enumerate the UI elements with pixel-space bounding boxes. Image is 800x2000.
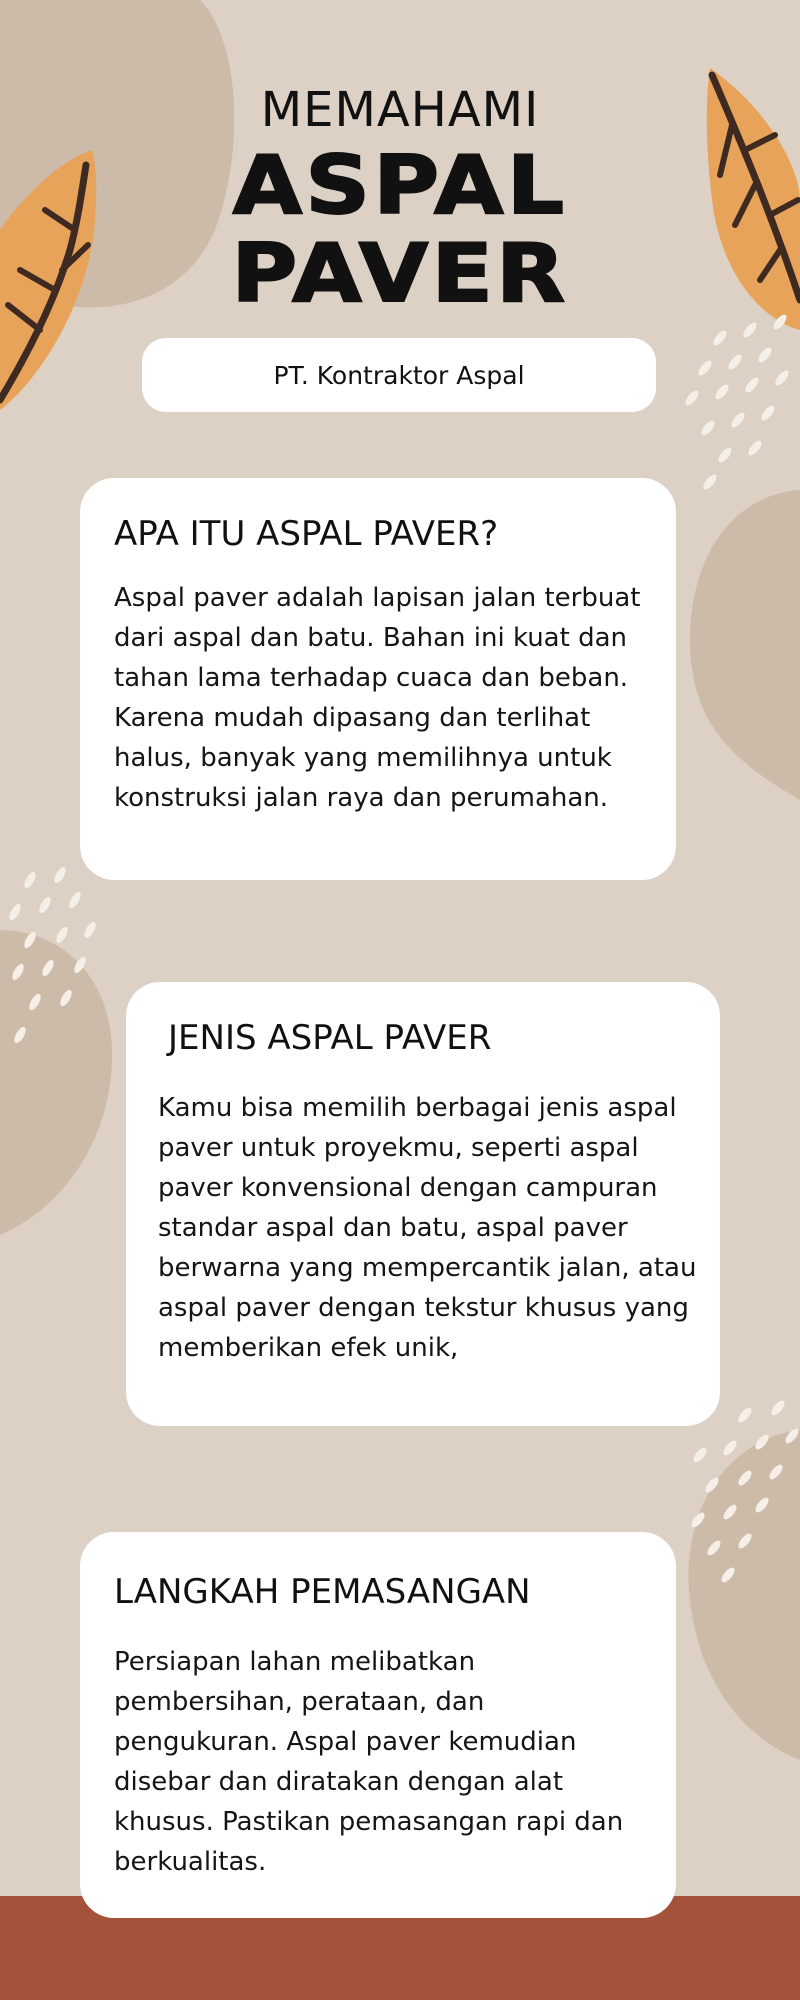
section-heading: APA ITU ASPAL PAVER? bbox=[114, 514, 499, 554]
section-body: Persiapan lahan melibatkan pembersihan, perataan, dan pengukuran. Aspal paver kemudian disebar dan diratakan dengan alat khusus. Pastikan pemasangan rapi dan berkualitas. bbox=[114, 1647, 624, 1877]
section-heading: LANGKAH PEMASANGAN bbox=[114, 1572, 531, 1612]
title-top: MEMAHAMI bbox=[260, 82, 540, 138]
section-card-types bbox=[126, 982, 720, 1426]
section-card-what-is bbox=[80, 478, 676, 880]
company-badge bbox=[142, 338, 656, 412]
dots-top-right bbox=[683, 313, 791, 492]
blob-right-mid bbox=[690, 490, 800, 800]
section-card-installation bbox=[80, 1532, 676, 1918]
section-heading: JENIS ASPAL PAVER bbox=[168, 1018, 492, 1058]
title-line-2: PAVER bbox=[231, 227, 569, 320]
section-body: Kamu bisa memilih berbagai jenis aspal paver untuk proyekmu, seperti aspal paver konvensional dengan campuran standar aspal dan batu, aspal paver berwarna yang mempercantik jalan, atau aspal paver dengan tekstur khusus yang memberikan efek unik, bbox=[158, 1093, 697, 1363]
title-line-1: ASPAL bbox=[232, 139, 568, 232]
section-body: Aspal paver adalah lapisan jalan terbuat dari aspal dan batu. Bahan ini kuat dan tahan lama terhadap cuaca dan beban. Karena mudah dipasang dan terlihat halus, banyak yang memilihnya untuk konstruksi jalan raya dan perumahan. bbox=[114, 583, 641, 813]
company-name: PT. Kontraktor Aspal bbox=[273, 360, 525, 390]
